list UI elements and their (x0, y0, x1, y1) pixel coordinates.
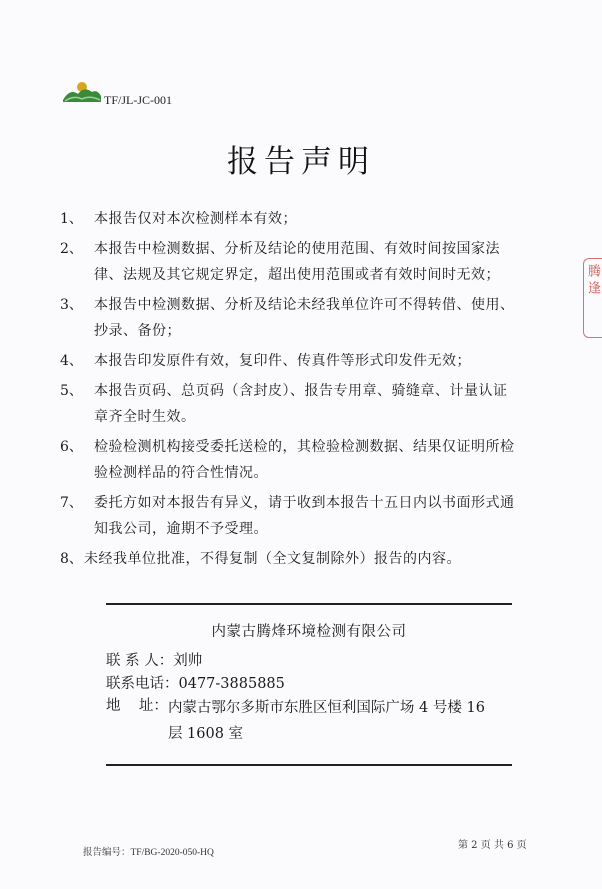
clause-number: 8、 (60, 551, 83, 567)
bottom-divider (106, 764, 512, 766)
clause-text: 委托方如对本报告有异义，请于收到本报告十五日内以书面形式通知我公司，逾期不予受理。 (94, 495, 515, 537)
company-name: 内蒙古腾烽环境检测有限公司 (211, 624, 407, 640)
clause-text: 本报告仅对本次检测样本有效； (94, 211, 297, 227)
phone-label: 联系电话： (106, 676, 179, 692)
clause-text: 检验检测机构接受委托送检的，其检验检测数据、结果仅证明所检验检测样品的符合性情况。 (94, 439, 515, 481)
seal-text: 腾 逢 (585, 264, 600, 295)
address-value: 内蒙古鄂尔多斯市东胜区恒利国际广场 4 号楼 16 层 1608 室 (167, 700, 485, 742)
clause-item (60, 206, 520, 232)
address-label: 地 址： (106, 698, 168, 714)
clause-item (60, 546, 520, 572)
report-number: 报告编号：TF/BG-2020-050-HQ (83, 848, 214, 858)
clause-item (60, 348, 520, 374)
contact-person-value: 刘帅 (173, 653, 203, 669)
clause-item (60, 236, 520, 288)
page-indicator: 第 2 页 共 6 页 (458, 840, 527, 851)
clause-item (60, 378, 520, 430)
clause-item (60, 490, 520, 542)
clause-text: 本报告中检测数据、分析及结论未经我单位许可不得转借、使用、抄录、备份； (94, 297, 515, 339)
clause-text: 本报告页码、总页码（含封皮）、报告专用章、骑缝章、计量认证章齐全时生效。 (94, 383, 508, 425)
clause-number: 6、 (60, 439, 83, 455)
clause-text: 本报告印发原件有效，复印件、传真件等形式印发件无效； (94, 353, 471, 369)
partial-seal-stamp (580, 258, 602, 336)
clause-number: 7、 (60, 495, 83, 511)
clause-item (60, 434, 520, 486)
top-divider (106, 603, 512, 605)
clause-number: 3、 (60, 297, 83, 313)
page-title: 报告声明 (227, 144, 375, 180)
clause-text: 未经我单位批准，不得复制（全文复制除外）报告的内容。 (84, 551, 461, 567)
contact-person-label: 联 系 人： (106, 653, 174, 669)
clause-list (60, 206, 520, 576)
clause-number: 2、 (60, 241, 83, 257)
contact-person-row (106, 650, 202, 672)
address-row (106, 695, 498, 747)
phone-row (106, 673, 285, 695)
clause-number: 5、 (60, 383, 83, 399)
clause-number: 4、 (60, 353, 83, 369)
clause-text: 本报告中检测数据、分析及结论的使用范围、有效时间按国家法律、法规及其它规定界定，超出使用范围或者有效时间时无效； (94, 241, 500, 283)
clause-item (60, 292, 520, 344)
phone-value: 0477-3885885 (178, 676, 285, 692)
clause-number: 1、 (60, 211, 83, 227)
doc-code: TF/JL-JC-001 (104, 93, 173, 107)
company-logo-icon (62, 80, 102, 104)
